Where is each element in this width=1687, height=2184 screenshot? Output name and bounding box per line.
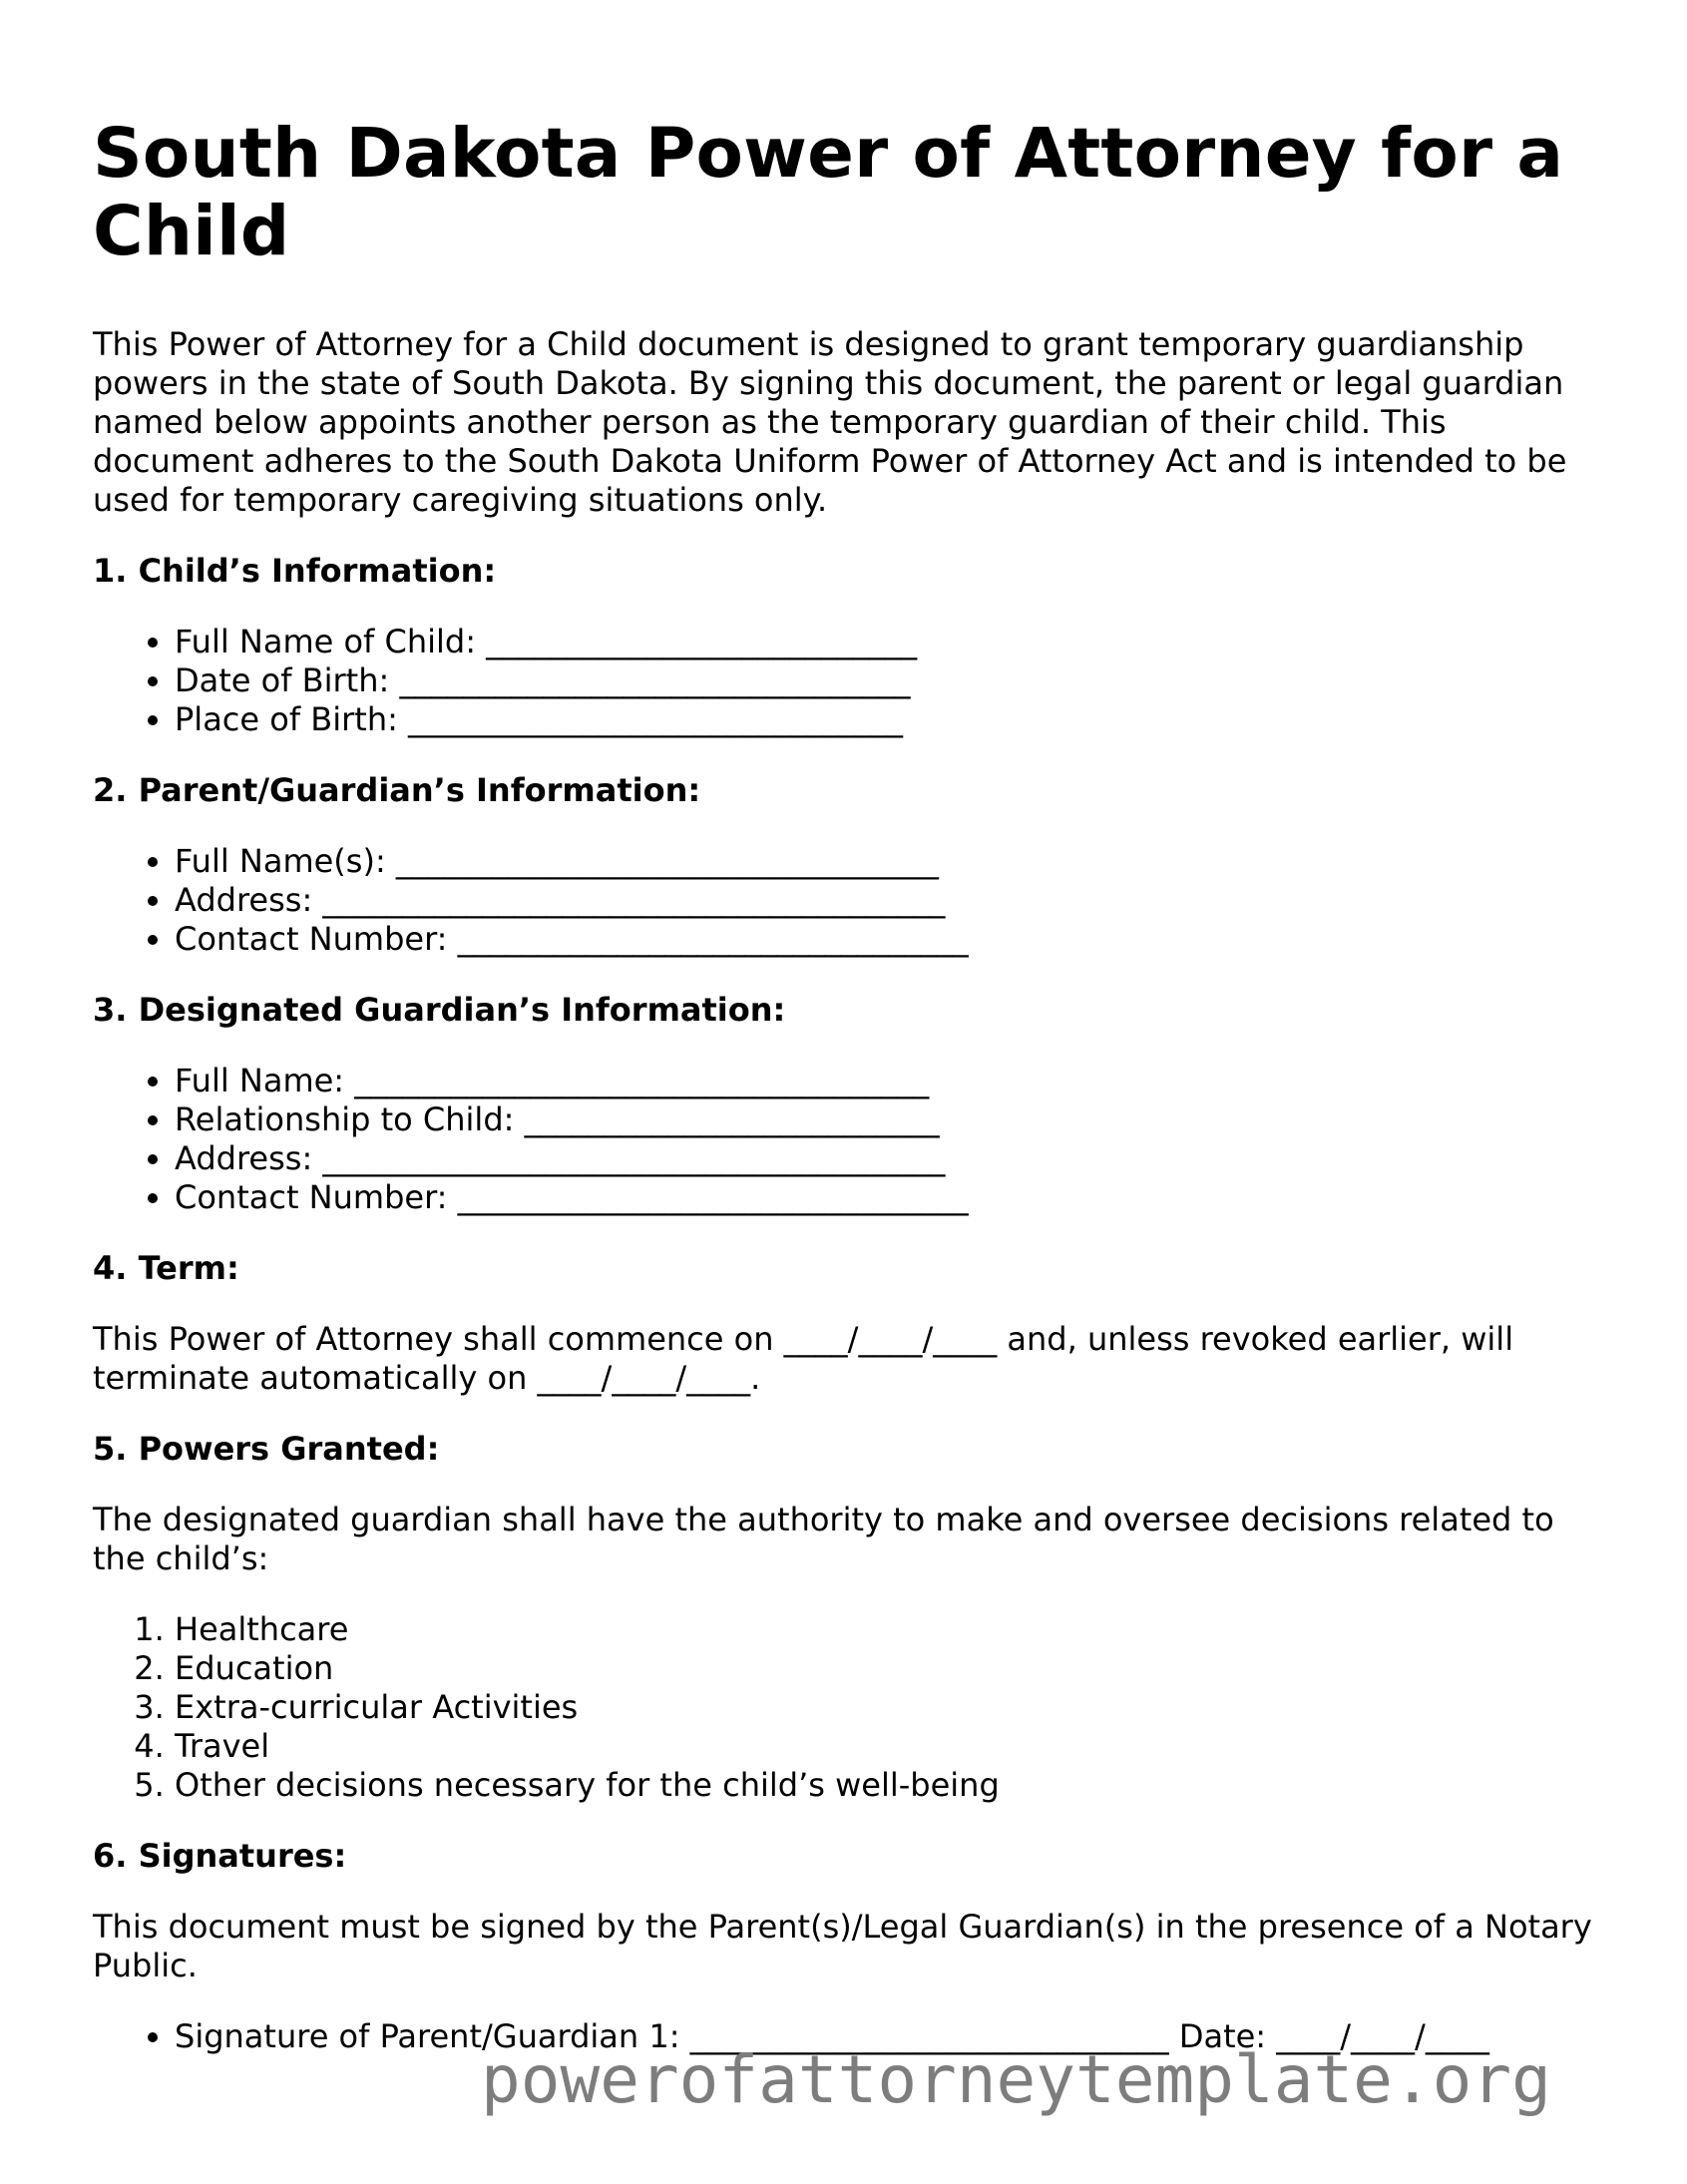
list-item-guardian-relationship: • Relationship to Child: __________________________: [175, 1100, 1599, 1139]
list-item-parent-contact: • Contact Number: ________________________________: [175, 920, 1599, 959]
term-paragraph: This Power of Attorney shall commence on ____/____/____ and, unless revoked earlier, will terminate automatically on ____/____/____.: [93, 1320, 1514, 1397]
list-item-power-education: 2. Education: [175, 1649, 1599, 1688]
section-heading-powers: 5. Powers Granted:: [93, 1430, 440, 1468]
section-heading-parent: 2. Parent/Guardian’s Information:: [93, 771, 701, 809]
list-item-power-activities: 3. Extra-curricular Activities: [175, 1688, 1599, 1727]
list-item-parent-address: • Address: _______________________________________: [175, 881, 1599, 920]
list-item-guardian-address: • Address: _______________________________________: [175, 1139, 1599, 1178]
powers-list: [93, 1610, 1599, 1805]
list-item-child-pob: • Place of Birth: _______________________________: [175, 700, 1599, 739]
list-item-guardian-name: • Full Name: ____________________________________: [175, 1062, 1599, 1100]
signatures-paragraph: This document must be signed by the Parent(s)/Legal Guardian(s) in the presence of a Notary Public.: [93, 1908, 1592, 1984]
document-page: [93, 115, 1599, 2056]
intro-paragraph: This Power of Attorney for a Child document is designed to grant temporary guardianship powers in the state of South Dakota. By signing this document, the parent or legal guardian named below appoints another person as the temporary guardian of their child. This document adheres to the South Dakota Uniform Power of Attorney Act and is intended to be used for temporary caregiving situations only.: [93, 325, 1567, 519]
list-item-parent-name: • Full Name(s): __________________________________: [175, 842, 1599, 881]
parent-info-list: [93, 842, 1599, 959]
section-heading-signatures: 6. Signatures:: [93, 1837, 347, 1875]
list-item-power-healthcare: 1. Healthcare: [175, 1610, 1599, 1649]
list-item-power-other: 5. Other decisions necessary for the child’s well-being: [175, 1766, 1599, 1805]
section-heading-child: 1. Child’s Information:: [93, 552, 497, 590]
list-item-child-dob: • Date of Birth: ________________________________: [175, 661, 1599, 700]
list-item-power-travel: 4. Travel: [175, 1727, 1599, 1766]
list-item-guardian-contact: • Contact Number: ________________________________: [175, 1178, 1599, 1217]
powers-paragraph: The designated guardian shall have the authority to make and oversee decisions related to the child’s:: [93, 1501, 1554, 1577]
designated-info-list: [93, 1062, 1599, 1217]
watermark: powerofattorneytemplate.org: [481, 2041, 1551, 2118]
document-title: South Dakota Power of Attorney for a Child: [93, 114, 1564, 271]
list-item-child-name: • Full Name of Child: ___________________________: [175, 623, 1599, 661]
list-item-signature-parent-1: • Signature of Parent/Guardian 1: ______________________________ Date: ____/____/____: [175, 2017, 1599, 2056]
child-info-list: [93, 623, 1599, 739]
section-heading-term: 4. Term:: [93, 1249, 239, 1287]
section-heading-designated: 3. Designated Guardian’s Information:: [93, 991, 786, 1029]
